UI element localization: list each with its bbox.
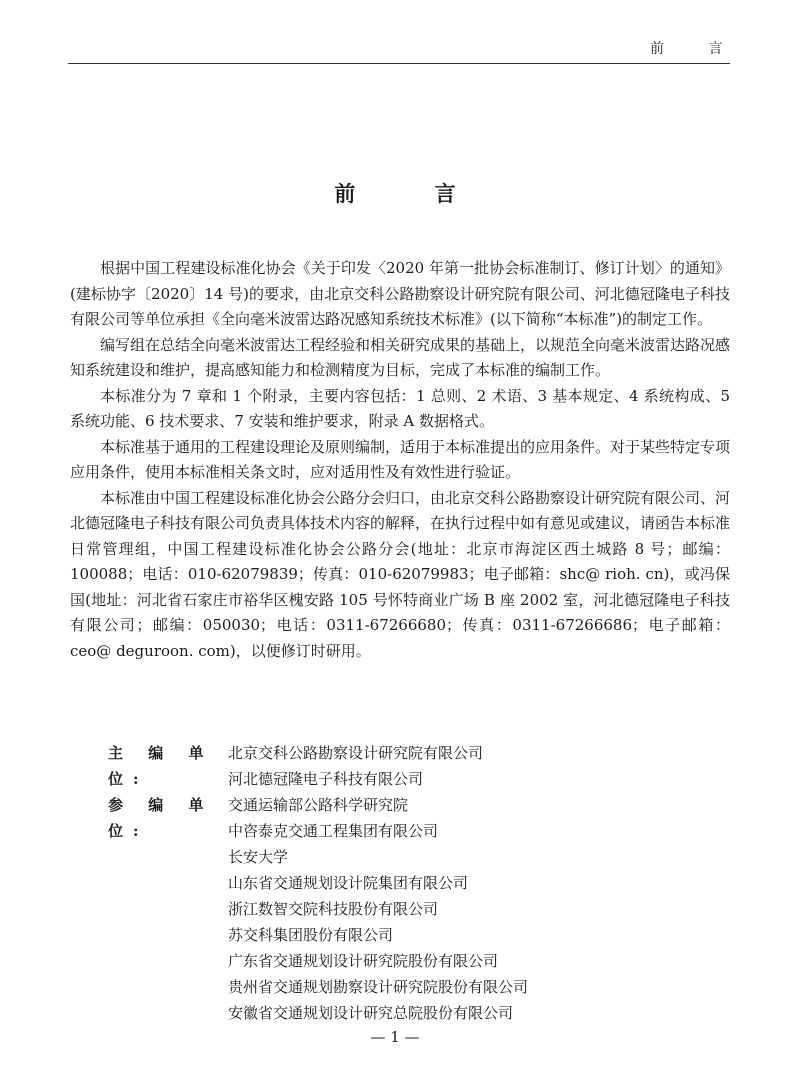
unit-item: 贵州省交通规划勘察设计研究院股份有限公司 xyxy=(228,978,529,996)
chief-editor-list xyxy=(228,740,483,792)
paragraph: 编写组在总结全向毫米波雷达工程经验和相关研究成果的基础上，以规范全向毫米波雷达路况感知系统建设和维护，提高感知能力和检测精度为目标，完成了本标准的编制工作。 xyxy=(70,335,731,379)
paragraph: 本标准由中国工程建设标准化协会公路分会归口，由北京交科公路勘察设计研究院有限公司、河北德冠隆电子科技有限公司负责具体技术内容的解释，在执行过程中如有意见或建议，请函告本标准日常管理组，中国工程建设标准化协会公路分会(地址：北京市海淀区西土城路 8 号；邮编：100088；电话：010-62079839；传真：010-62079983；电子邮箱：shc@ rioh. cn)，或冯保国(地址：河北省石家庄市裕华区槐安路 105 号怀特商业广场 B 座 2002 室，河北德冠隆电子科技有限公司；邮编：050030；电话：0311-67266680；传真：0311-67266686；电子邮箱：ceo@ deguroon. com)，以便修订时研用。 xyxy=(70,488,731,660)
header-rule xyxy=(68,63,730,64)
unit-item: 安徽省交通规划设计研究总院股份有限公司 xyxy=(228,1004,514,1022)
paragraph: 根据中国工程建设标准化协会《关于印发〈2020 年第一批协会标准制订、修订计划〉的通知》(建标协字〔2020〕14 号)的要求，由北京交科公路勘察设计研究院有限公司、河北德冠隆电子科技有限公司等单位承担《全向毫米波雷达路况感知系统技术标准》(以下简称“本标准”)的制定工作。 xyxy=(70,259,730,328)
unit-item: 北京交科公路勘察设计研究院有限公司 xyxy=(228,744,484,762)
running-head: 前 言 xyxy=(650,41,743,57)
paragraph: 本标准分为 7 章和 1 个附录，主要内容包括：1 总则、2 术语、3 基本规定、4 系统构成、5 系统功能、6 技术要求、7 安装和维护要求，附录 A 数据格式。 xyxy=(70,386,730,430)
unit-item: 苏交科集团股份有限公司 xyxy=(228,926,394,944)
unit-item: 山东省交通规划设计院集团有限公司 xyxy=(228,874,469,892)
page-number: — 1 — xyxy=(370,1028,420,1046)
paragraph: 本标准基于通用的工程建设理论及原则编制，适用于本标准提出的应用条件。对于某些特定专项应用条件，使用本标准相关条文时，应对适用性及有效性进行验证。 xyxy=(70,437,731,481)
unit-item: 河北德冠隆电子科技有限公司 xyxy=(228,770,424,788)
participating-units xyxy=(108,792,668,1026)
chief-editor-units xyxy=(108,740,668,792)
unit-item: 中咨泰克交通工程集团有限公司 xyxy=(228,822,439,840)
page-title: 前 言 xyxy=(334,181,492,206)
participating-list xyxy=(228,792,528,1026)
units-section xyxy=(108,740,668,1026)
chief-editor-label: 主 编 单 位: xyxy=(108,744,214,788)
unit-item: 长安大学 xyxy=(228,848,289,866)
participating-label: 参 编 单 位: xyxy=(108,796,214,840)
preface-body xyxy=(70,256,730,664)
unit-item: 广东省交通规划设计研究院股份有限公司 xyxy=(228,952,499,970)
unit-item: 交通运输部公路科学研究院 xyxy=(228,796,409,814)
unit-item: 浙江数智交院科技股份有限公司 xyxy=(228,900,439,918)
